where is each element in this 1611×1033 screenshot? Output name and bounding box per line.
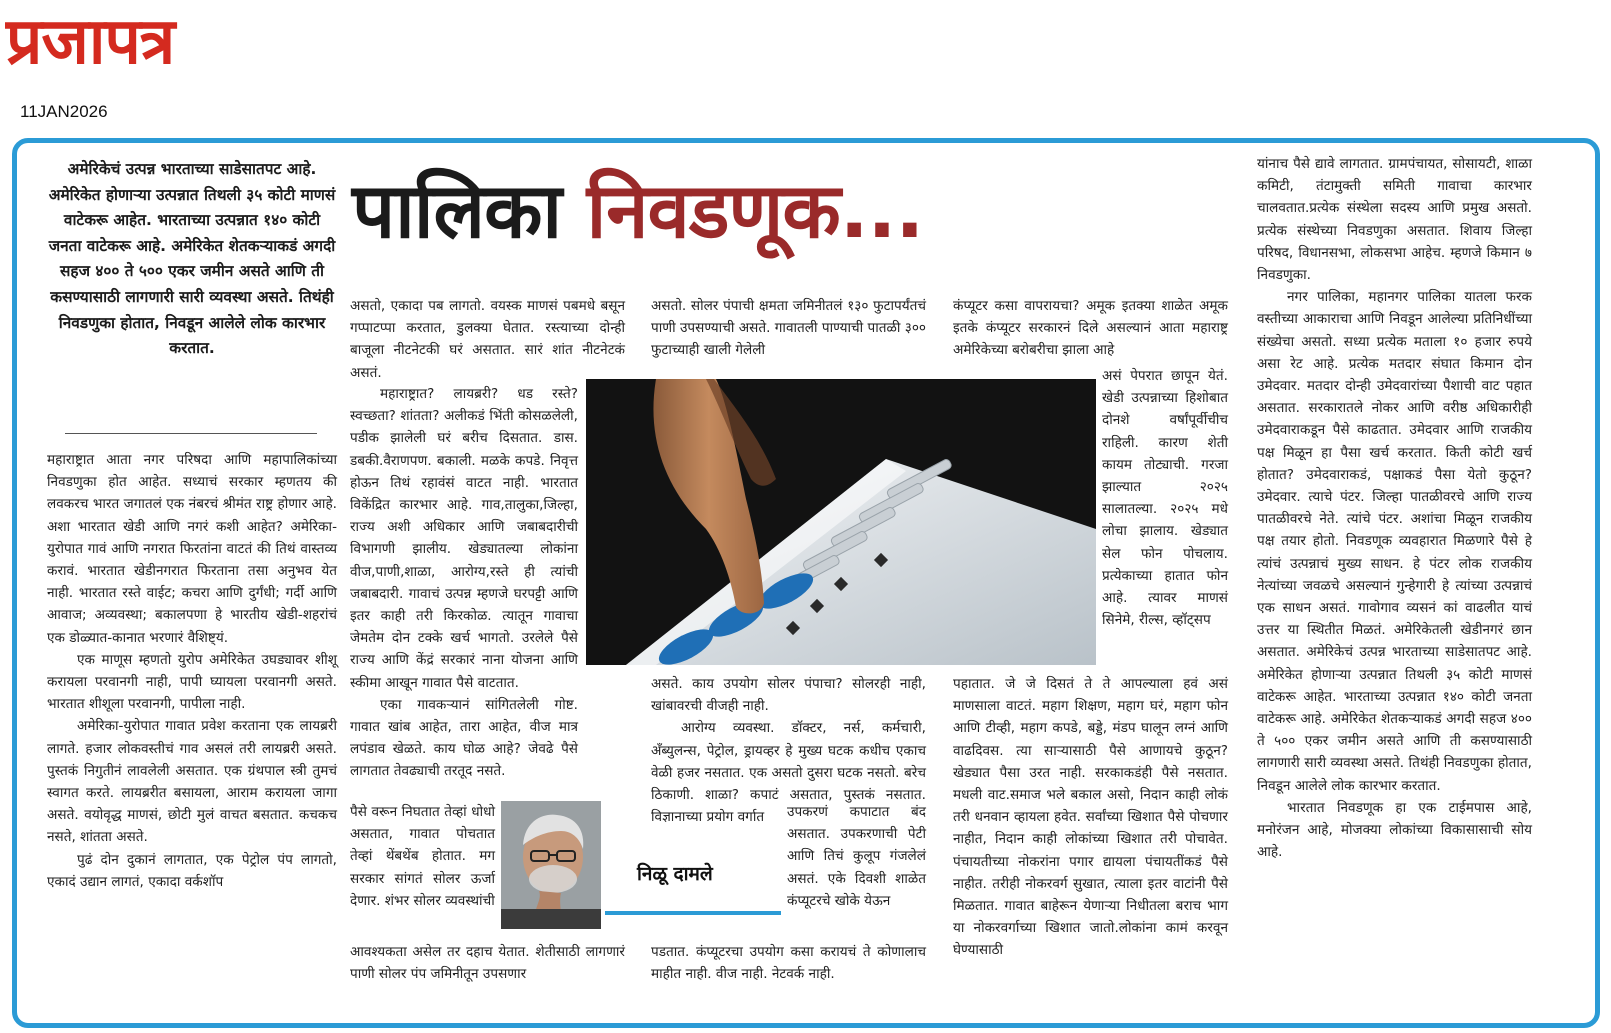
paragraph: पुढं दोन दुकानं लागतात, एक पेट्रोल पंप लागतो, एकादं उद्यान लागतं, एकादा वर्कशॉप [47,851,337,890]
column-4-beside-photo [1102,365,1228,669]
paragraph: पहातात. जे जे दिसतं ते ते आपल्याला हवं असं माणसाला वाटतं. महाग शिक्षण, महाग घरं, महाग फोन आणि टीव्ही, महाग कपडे, बड्डे, मंडप घालून लग्नं आणि वाढदिवस. त्या साऱ्यासाठी पैसे आणायचे कुठून? खेड्यात पैसा उरत नाही. सरकाकडंही पैसे नसतात. मधली वाट.समाज भले बकाल असो, निदान काही लोकं तरी धनवान व्हायला हवेत. सर्वांच्या खिशात पैसे पोचणार नाहीत, निदान काही लोकांच्या खिशात तरी पोचावेत. पंचायतीच्या नोकरांना पगार द्यायला पंचायतींकडं पैसे नाहीत. तरीही नोकरवर्ग सुखात, त्याला इतर वाटांनी पैसे मिळतात. गावात बाहेरून येणाऱ्या निधीतला बराच भाग या नोकरवर्गाच्या खिशात जातो.लोकांना कामं करवून घेण्यासाठी [953,676,1228,959]
column-3-top [651,295,926,367]
column-3-bottom [651,941,926,1021]
paragraph: नगर पालिका, महानगर पालिका यातला फरक वस्तीच्या आकाराचा आणि निवडून आलेल्या प्रतिनिधींच्या संख्येचा असतो. सध्या प्रत्येक मताला १० हजार रुपये असा रेट आहे. प्रत्येक मतदार संघात किमान दोन उमेदवार. मतदार दोन्ही उमेदवारांच्या पैशाची वाट पहात असतात. सरकारातले नोकर आणि वरीष्ठ अधिकारीही उमेदवाराकडून पैसे काढतात. उमेदवार आणि राजकीय पक्ष मिळून हा पैसा खर्च करतात. किती कोटी खर्च होतात? उमेदवाराकडं, पक्षाकडं पैसा येतो कुठून? उमेदवार. त्याचे पंटर. जिल्हा पातळीवरचे आणि राज्य पातळीवरचे नेते. त्यांचे पंटर. अशांचा मिळून राजकीय पक्ष तयार होतो. निवडणूक व्यवहारात मिळणारे पैसे हे त्यांचं उत्पन्नाचं मुख्य साधन. हे पंटर लोक राजकीय नेत्यांच्या जवळचे असल्यानं गुन्हेगारी हे त्यांच्या उत्पन्नाचं एक साधन असतं. गावोगाव व्यसनं कां वाढलीत याचं उत्तर या स्थितीत मिळतं. अमेरिकेतली खेडीनगरं छान असतात. अमेरिकेचं उत्पन्न भारताच्या साडेसातपट आहे. अमेरिकेत होणाऱ्या उत्पन्नात तिथली ३५ कोटी माणसं वाटेकरू आहेत. भारताच्या उत्पन्नात १४० कोटी जनता वाटेकरू आहे. अमेरिकेत शेतकऱ्याकडं अगदी सहज ४०० ते ५०० एकर जमीन असते आणि ती कसण्यासाठी लागणारी सारी व्यवस्था असते. तिथंही निवडणुका होतात, निवडून आलेले लोक कारभार करतात. [1257,289,1532,794]
headline-part-1: पालिका [352,166,562,255]
column-5 [1257,153,1532,1021]
article-headline [352,166,1232,255]
paragraph: एक माणूस म्हणतो युरोप अमेरिकेत उघड्यावर शीशू करायला परवानगी नाही, पापी घ्यायला परवानगी असते. भारतात शीशूला परवानगी, पापीला नाही. [47,651,337,713]
byline-accent-bar [605,911,781,915]
author-portrait-illustration [501,801,601,929]
edition-date: 11JAN2026 [20,102,108,121]
voting-machine-photo [586,379,1096,665]
paragraph: उपकरणं कपाटात बंद असतात. उपकरणाची पेटी आणि तिचं कुलूप गंजलेलं असतं. एके दिवशी शाळेत कंप्यूटरचे खोके येऊन [787,804,926,909]
column-3-beside-byline [787,801,926,935]
column-2-middle [350,383,578,799]
column-3-middle [651,673,926,826]
paragraph: महाराष्ट्रात आता नगर परिषदा आणि महापालिकांच्या निवडणुका होत आहेत. सध्याचं सरकार म्हणतय की लवकरच भारत जगातलं एक नंबरचं श्रीमंत राष्ट्र होणार आहे. अशा भारतात खेडी आणि नगरं कशी आहेत? अमेरिका-युरोपात गावं आणि नगरात फिरतांना वाटतं की तिथं वास्तव्य करावं. भारतात खेडीनगरात फिरताना तसा अनुभव येत नाही. भारतात रस्ते वाईट; कचरा आणि दुर्गंधी; गर्दी आणि आवाज; अव्यवस्था; बकालपणा हे भारतीय खेडी-शहरांचं एक डोळ्यात-कानात भरणारं वैशिष्ट्यं. [47,452,337,646]
column-2-bottom [350,941,625,1021]
paragraph: असं पेपरात छापून येतं. खेडी उत्पन्नाच्या हिशोबात दोनशे वर्षांपूर्वीचीच राहिली. कारण शेती कायम तोट्याची. गरजा झाल्यात २०२५ सालातल्या. २०२५ मधे लोचा झालाय. खेड्यात सेल फोन पोचलाय. प्रत्येकाच्या हातात फोन आहे. त्यावर माणसं सिनेमे, रील्स, व्हॉट्सप [1102,368,1228,629]
paragraph: आरोग्य व्यवस्था. डॉक्टर, नर्स, कर्मचारी, अँब्युलन्स, पेट्रोल, ड्रायव्हर हे मुख्य घटक कधीच एकाच वेळी हजर नसतात. एक असतो दुसरा घटक नसतो. बरेच ठिकाणी. शाळा? कपाटं असतात, पुस्तकं नसतात. विज्ञानाच्या प्रयोग वर्गात [651,720,926,826]
headline-part-2: निवडणूक... [586,166,924,255]
voting-machine-illustration [586,379,1096,665]
paragraph: आवश्यकता असेल तर दहाच येतात. शेतीसाठी लागणारं पाणी सोलर पंप जमिनीतून उपसणार [350,944,625,983]
paragraph: असते. काय उपयोग सोलर पंपाचा? सोलरही नाही, खांबावरची वीजही नाही. [651,676,926,715]
masthead-logo: प्रजापत्र [6,5,175,79]
paragraph: पैसे वरून निघतात तेव्हां धोधो असतात, गावात पोचतात तेव्हां थेंबथेंब होतात. मग सरकार सांगतं सोलर ऊर्जा देणार. शंभर सोलर व्यवस्थांची [350,804,495,909]
article-lede: अमेरिकेचं उत्पन्न भारताच्या साडेसातपट आहे. अमेरिकेत होणाऱ्या उत्पन्नात तिथली ३५ कोटी माणसं वाटेकरू आहेत. भारताच्या उत्पन्नात १४० कोटी जनता वाटेकरू आहे. अमेरिकेत शेतकऱ्याकडं अगदी सहज ४०० ते ५०० एकर जमीन असते आणि ती कसण्यासाठी लागणारी सारी व्यवस्था असते. तिथंही निवडणुका होतात, निवडून आलेले लोक कारभार करतात. [48,160,336,358]
paragraph: यांनाच पैसे द्यावे लागतात. ग्रामपंचायत, सोसायटी, शाळा कमिटी, तंटामुक्ती समिती गावाचा कारभार चालवतात.प्रत्येक संस्थेला सदस्य आणि प्रमुख असतो. प्रत्येक संस्थेच्या निवडणुका असतात. शिवाय जिल्हा परिषद, विधानसभा, लोकसभा आहेच. म्हणजे किमान ७ निवडणुका. [1257,156,1532,284]
paragraph: महाराष्ट्रात? लायब्ररी? धड रस्ते? स्वच्छता? शांतता? अलीकडं भिंती कोसळलेली, पडीक झालेली घरं बरीच दिसतात. डास. डबकी.वैराणपण. बकाली. मळके कपडे. निवृत्त होऊन तिथं रहावंसं वाटत नाही. भारतात विकेंद्रित कारभार आहे. गाव,तालुका,जिल्हा, राज्य अशी अधिकार आणि जबाबदारीची विभागणी झालीय. खेड्यातल्या लोकांना वीज,पाणी,शाळा, आरोग्य,रस्ते ही त्यांची जबाबदारी. गावाचं उत्पन्न म्हणजे घरपट्टी आणि इतर काही तरी किरकोळ. त्यातून गावाचा जेमतेम दोन टक्के खर्च भागतो. उरलेले पैसे राज्य आणि केंद्रं सरकारं नाना योजना आणि स्कीमा आखून गावात पैसे वाटतात. [350,386,578,691]
paragraph: पडतात. कंप्यूटरचा उपयोग कसा करायचं ते कोणालाच माहीत नाही. वीज नाही. नेटवर्क नाही. [651,944,926,983]
paragraph: अमेरिका-युरोपात गावात प्रवेश करताना एक लायब्ररी लागते. हजार लोकवस्तीचं गाव असलं तरी लायब्ररी असते. पुस्तकं निगुतीनं लावलेली असतात. एक ग्रंथपाल स्त्री तुमचं स्वागत करते. लायब्ररीत बसायला, आराम करायला जागा असते. वयोवृद्ध माणसं, छोटी मुलं वाचत बसतात. कचकच नसते, शांतता असते. [47,718,337,846]
article-frame [12,138,1600,1028]
author-byline: निळू दामले [637,863,713,885]
column-2-top [350,295,625,381]
paragraph: कंप्यूटर कसा वापरायचा? अमूक इतक्या शाळेत अमूक इतके कंप्यूटर सरकारनं दिले असल्यानं आता महाराष्ट्र अमेरिकेच्या बरोबरीचा झाला आहे [953,298,1228,359]
paragraph: असतो, एकादा पब लागतो. वयस्क माणसं पबमधे बसून गप्पाटप्पा करतात, डुलक्या घेतात. रस्त्याच्या दोन्ही बाजूला नीटनेटकी घरं असतात. सारं शांत नीटनेटकं असतं. [350,298,625,381]
lede-divider [65,433,317,434]
column-4-bottom [953,673,1228,1021]
column-4-top [953,295,1228,367]
column-1 [47,449,337,1021]
paragraph: भारतात निवडणूक हा एक टाईमपास आहे, मनोरंजन आहे, मोजक्या लोकांच्या विकासासाची सोय आहे. [1257,799,1532,861]
paragraph: एका गावकऱ्यानं सांगितलेली गोष्ट. गावात खांब आहेत, तारा आहेत, वीज मात्र लपंडाव खेळते. काय घोळ आहे? जेवढे पैसे लागतात तेवढ्याची तरतूद नसते. [350,696,578,780]
author-portrait [501,801,601,929]
paragraph: असतो. सोलर पंपाची क्षमता जमिनीतलं १३० फुटापर्यंतचं पाणी उपसण्याची असते. गावातली पाण्याची पातळी ३०० फुटाच्याही खाली गेलेली [651,298,926,359]
column-2-beside-portrait [350,801,495,935]
